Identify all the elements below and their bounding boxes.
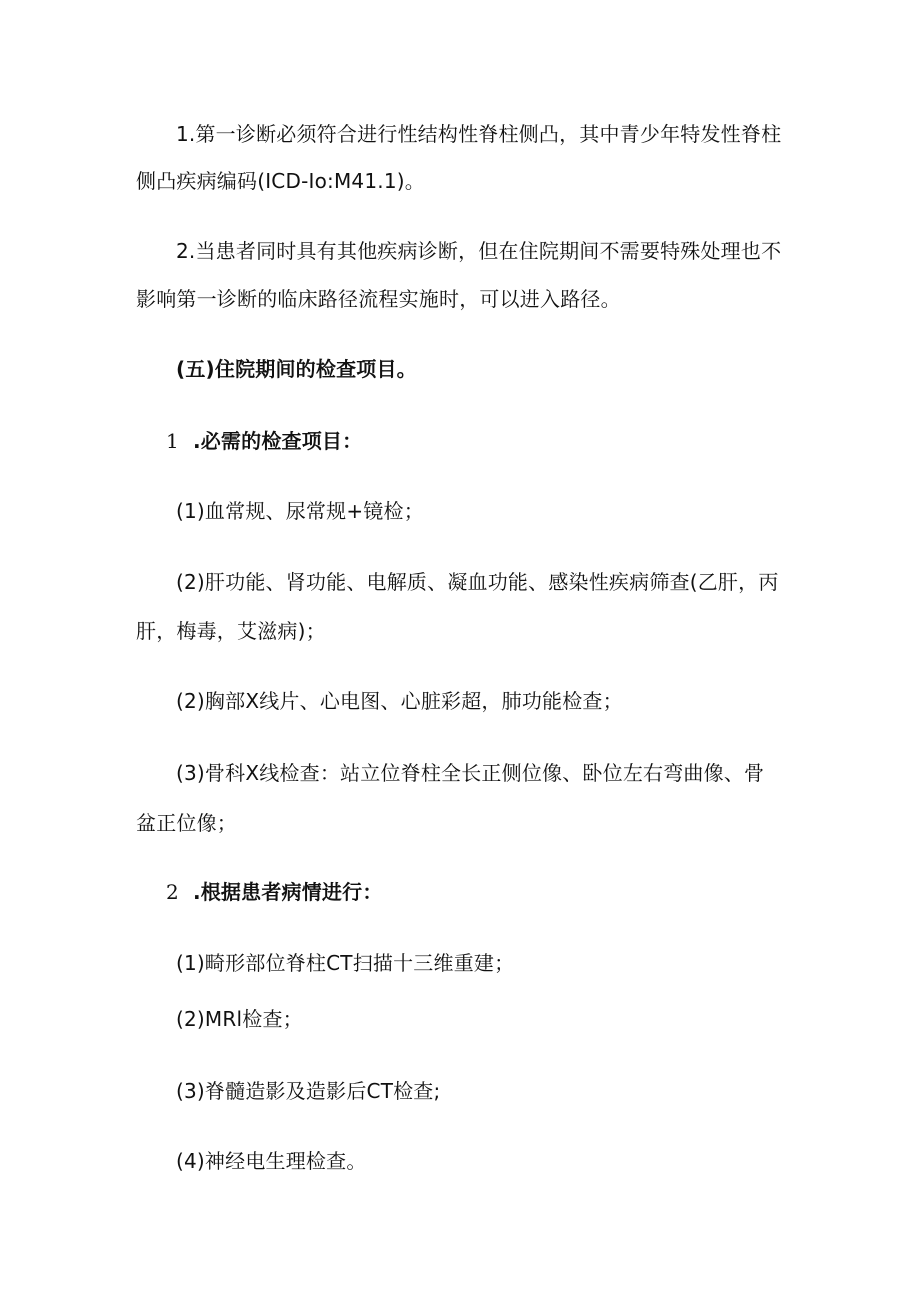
required-item-2-line-2: 肝，梅毒，艾滋病)； bbox=[136, 619, 326, 643]
optional-item-3: (3)脊髓造影及造影后CT检查; bbox=[176, 1079, 441, 1103]
paragraph-1-line-1: 1.第一诊断必须符合进行性结构性脊柱侧凸，其中青少年特发性脊柱 bbox=[176, 122, 782, 146]
subheading-2-text: .根据患者病情进行： bbox=[192, 880, 383, 904]
optional-item-1: (1)畸形部位脊柱CT扫描十三维重建； bbox=[176, 951, 515, 975]
required-item-3: (2)胸部X线片、心电图、心脏彩超，肺功能检查； bbox=[176, 689, 623, 713]
subheading-2-number: 2 bbox=[166, 880, 179, 904]
subheading-1 bbox=[166, 428, 362, 454]
paragraph-2-line-1: 2.当患者同时具有其他疾病诊断，但在住院期间不需要特殊处理也不 bbox=[176, 239, 782, 263]
optional-item-2: (2)MRl检查； bbox=[176, 1007, 303, 1031]
paragraph-1-line-2: 侧凸疾病编码(ICD-Io:M41.1)。 bbox=[136, 169, 425, 193]
required-item-4-line-1: (3)骨科X线检查：站立位脊柱全长正侧位像、卧位左右弯曲像、骨 bbox=[176, 761, 765, 785]
paragraph-2-line-2: 影响第一诊断的临床路径流程实施时，可以进入路径。 bbox=[136, 287, 621, 311]
subheading-1-number: 1 bbox=[166, 429, 179, 453]
optional-item-4: (4)神经电生理检查。 bbox=[176, 1149, 367, 1173]
subheading-2 bbox=[166, 879, 383, 905]
required-item-4-line-2: 盆正位像； bbox=[136, 811, 237, 835]
required-item-1: (1)血常规、尿常规+镜检； bbox=[176, 499, 424, 523]
section-heading-5: (五)住院期间的检查项目。 bbox=[176, 357, 417, 381]
subheading-1-text: .必需的检查项目： bbox=[192, 429, 363, 453]
required-item-2-line-1: (2)肝功能、肾功能、电解质、凝血功能、感染性疾病筛查(乙肝，丙 bbox=[176, 570, 779, 594]
